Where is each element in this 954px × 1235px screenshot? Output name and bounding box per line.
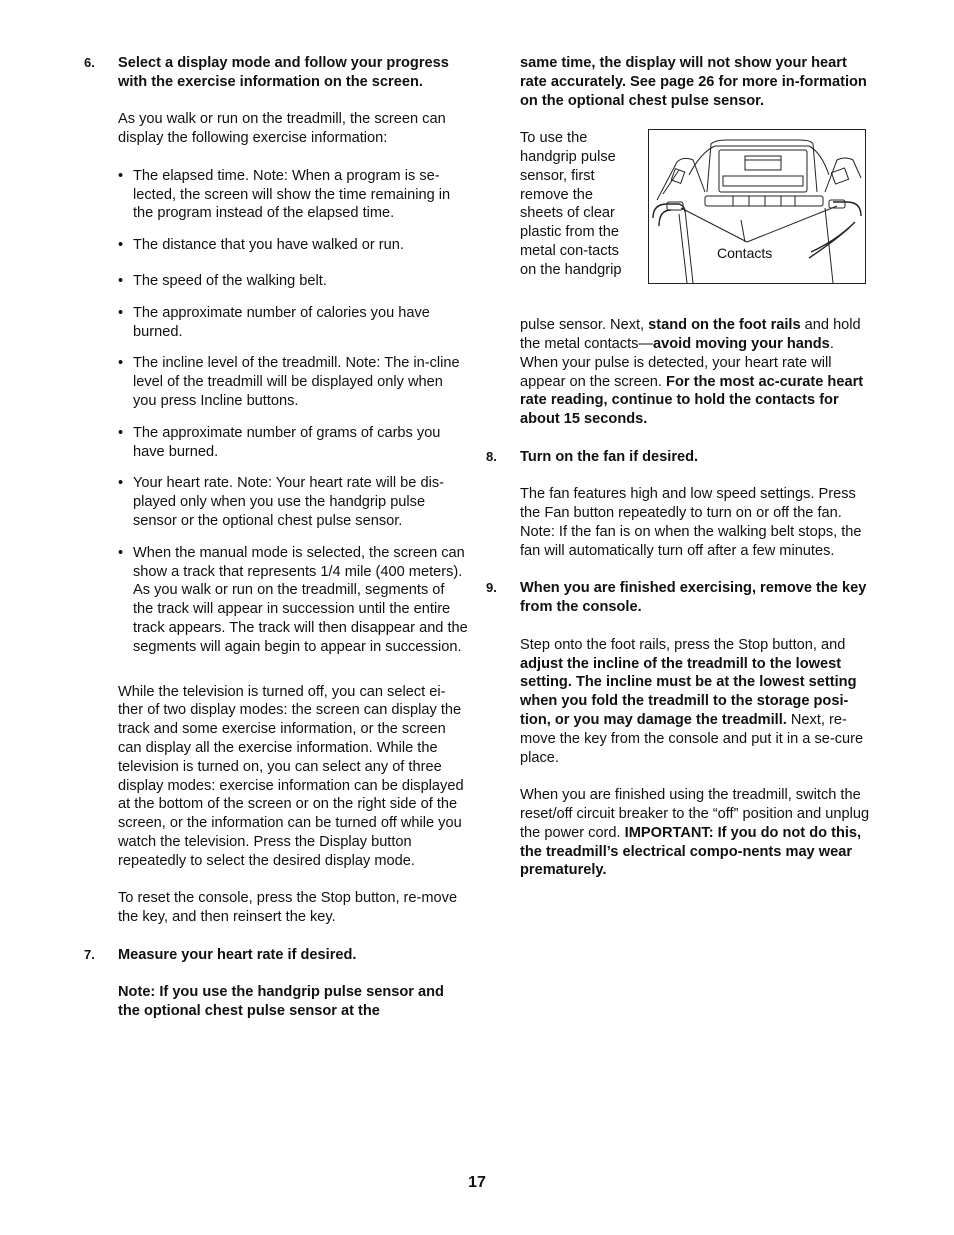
step-7-note: Note: If you use the handgrip pulse sensor and the optional chest pulse sensor at the (118, 984, 444, 1020)
step-9 (486, 579, 870, 617)
page-number: 17 (468, 1174, 486, 1191)
fan-paragraph: The fan features high and low speed settings. Press the Fan button repeatedly to turn on or off the fan. Note: If the fan is on when the walking belt stops, the fan will automatically turn off after a few minutes. (520, 486, 862, 559)
step-6-intro: As you walk or run on the treadmill, the screen can display the following exercise information: (118, 111, 446, 147)
right-column (486, 54, 870, 880)
step-title: Select a display mode and follow your progress with the exercise information on the screen. (118, 55, 449, 90)
step-number: 7. (84, 946, 95, 962)
step-title: When you are finished exercising, remove the key from the console. (520, 580, 867, 616)
list-item: • The approximate number of grams of carbs you have burned. (118, 424, 468, 462)
step-number: 9. (486, 580, 497, 596)
step-6 (84, 54, 468, 92)
handgrip-intro: To use the handgrip pulse sensor, first remove the sheets of clear plastic from the metal con-tacts on the handgrip (520, 130, 622, 278)
step-title: Turn on the fan if desired. (520, 448, 699, 465)
handgrip-console-illustration (648, 129, 866, 284)
step-8 (486, 448, 870, 467)
step-number: 6. (84, 55, 95, 70)
handgrip-section (486, 129, 870, 317)
step-7 (84, 946, 468, 965)
list-item: • The incline level of the treadmill. Note: The in-cline level of the treadmill will be displayed only when you press Incline buttons. (118, 354, 468, 410)
reset-paragraph: To reset the console, press the Stop button, re-move the key, and then reinsert the key. (118, 890, 458, 926)
list-item: • When the manual mode is selected, the screen can show a track that represents 1/4 mile (400 meters). As you walk or run on the treadmill, segments of the track will appear in succession until the entire track appears. The track will then disappear and the segments will again begin to appear in succession. (118, 544, 468, 657)
step-number: 8. (486, 448, 497, 464)
contacts-label: Contacts (717, 245, 773, 262)
circuit-breaker-paragraph: When you are finished using the treadmill, switch the reset/off circuit breaker to the “off” position and unplug the power cord. IMPORTANT: If you do not do this, the treadmill’s electrical compo-nents may wear prematurely. (520, 787, 870, 879)
remove-key-paragraph: Step onto the foot rails, press the Stop button, and adjust the incline of the treadmill to the lowest setting. The incline must be at the lowest setting when you fold the treadmill to the storage posi-tion, or you may damage the treadmill. Next, re-move the key from the console and put it in a se-cure place. (520, 636, 864, 766)
list-item: • The elapsed time. Note: When a program is se-lected, the screen will show the time remaining in the program instead of the elapsed time. (118, 167, 468, 223)
list-item: • Your heart rate. Note: Your heart rate will be dis-played only when you use the handgrip pulse sensor or the optional chest pulse sensor. (118, 474, 468, 530)
step-title: Measure your heart rate if desired. (118, 946, 357, 963)
step-7-note-continued: same time, the display will not show your heart rate accurately. See page 26 for more in-formation on the optional chest pulse sensor. (520, 55, 867, 109)
list-item: • The distance that you have walked or run. (118, 236, 468, 255)
list-item: • The approximate number of calories you have burned. (118, 304, 468, 342)
left-column (84, 54, 468, 1021)
exercise-info-list (84, 167, 468, 657)
list-item: • The speed of the walking belt. (118, 272, 468, 291)
display-mode-paragraph: While the television is turned off, you can select ei-ther of two display modes: the screen can display the track and some exercise information, or the screen can display all the exercise information. While the television is turned on, you can select any of three display modes: exercise information can be displayed at the bottom of the screen or on the right side of the screen, or the information can be turned off while you watch the television. Press the Display button repeatedly to select the desired display mode. (118, 683, 464, 869)
handgrip-instructions: pulse sensor. Next, stand on the foot rails and hold the metal contacts—avoid moving your hands. When your pulse is detected, your heart rate will appear on the screen. For the most ac-curate heart rate reading, continue to hold the contacts for about 15 seconds. (520, 317, 864, 428)
